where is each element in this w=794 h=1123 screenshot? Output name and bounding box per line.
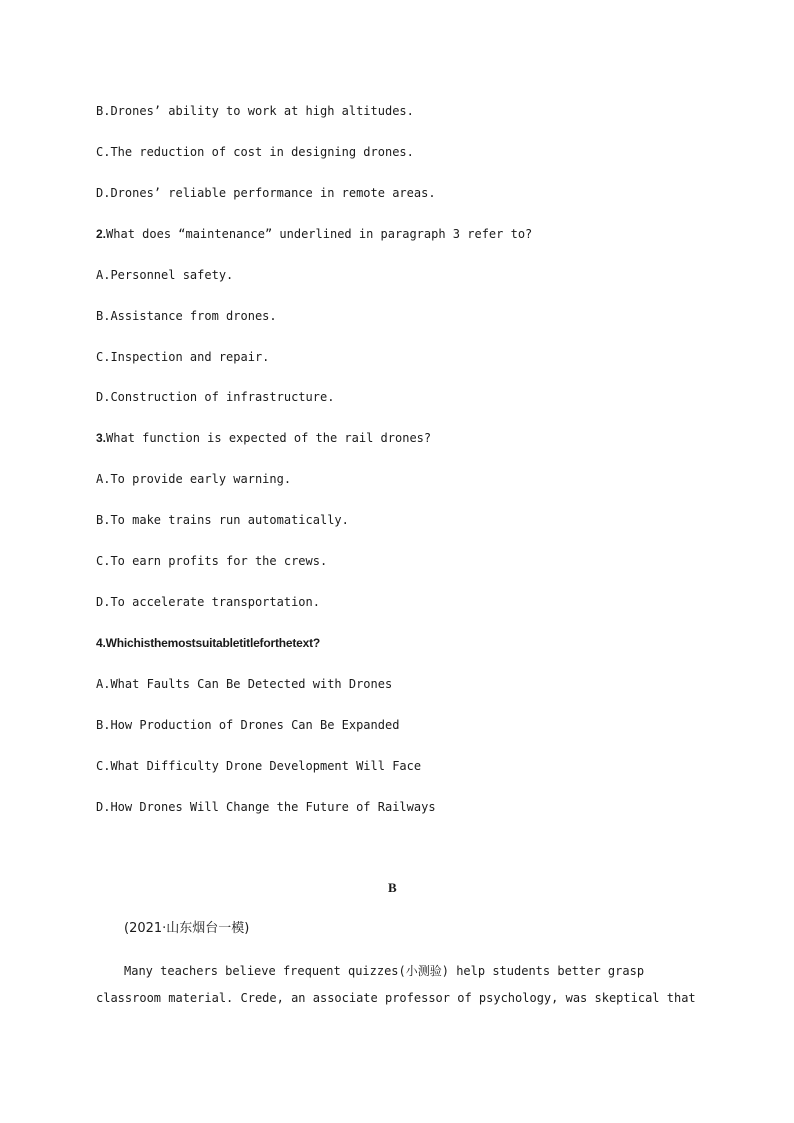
option-3d: D.To accelerate transportation. xyxy=(96,595,320,609)
passage-source: (2021·山东烟台一模) xyxy=(124,921,250,936)
option-4a: A.What Faults Can Be Detected with Drones xyxy=(96,677,393,691)
question-4: 4.Whichisthemostsuitabletitleforthetext? xyxy=(96,636,321,650)
question-3 xyxy=(96,430,431,446)
option-2a: A.Personnel safety. xyxy=(96,268,234,282)
passage-line-1: Many teachers believe frequent quizzes(小测验) help students better grasp xyxy=(124,964,645,978)
option-4b: B.How Production of Drones Can Be Expanded xyxy=(96,718,400,732)
passage-line-2: classroom material. Crede, an associate professor of psychology, was skeptical that xyxy=(96,991,696,1005)
option-2c: C.Inspection and repair. xyxy=(96,350,270,364)
option-1d: D.Drones’ reliable performance in remote areas. xyxy=(96,186,436,200)
option-4c: C.What Difficulty Drone Development Will Face xyxy=(96,759,422,773)
option-2d: D.Construction of infrastructure. xyxy=(96,390,335,404)
option-2b: B.Assistance from drones. xyxy=(96,309,277,323)
question-3-stem: What function is expected of the rail drones? xyxy=(106,431,432,445)
option-1b: B.Drones’ ability to work at high altitudes. xyxy=(96,104,414,118)
option-4d: D.How Drones Will Change the Future of Railways xyxy=(96,800,436,814)
option-3b: B.To make trains run automatically. xyxy=(96,513,349,527)
question-2-number: 2. xyxy=(96,227,107,241)
section-heading: B xyxy=(388,880,397,895)
option-1c: C.The reduction of cost in designing drones. xyxy=(96,145,414,159)
option-3c: C.To earn profits for the crews. xyxy=(96,554,328,568)
question-2-stem: What does “maintenance” underlined in paragraph 3 refer to? xyxy=(106,227,533,241)
question-3-number: 3. xyxy=(96,431,107,445)
option-3a: A.To provide early warning. xyxy=(96,472,292,486)
question-2 xyxy=(96,226,532,242)
